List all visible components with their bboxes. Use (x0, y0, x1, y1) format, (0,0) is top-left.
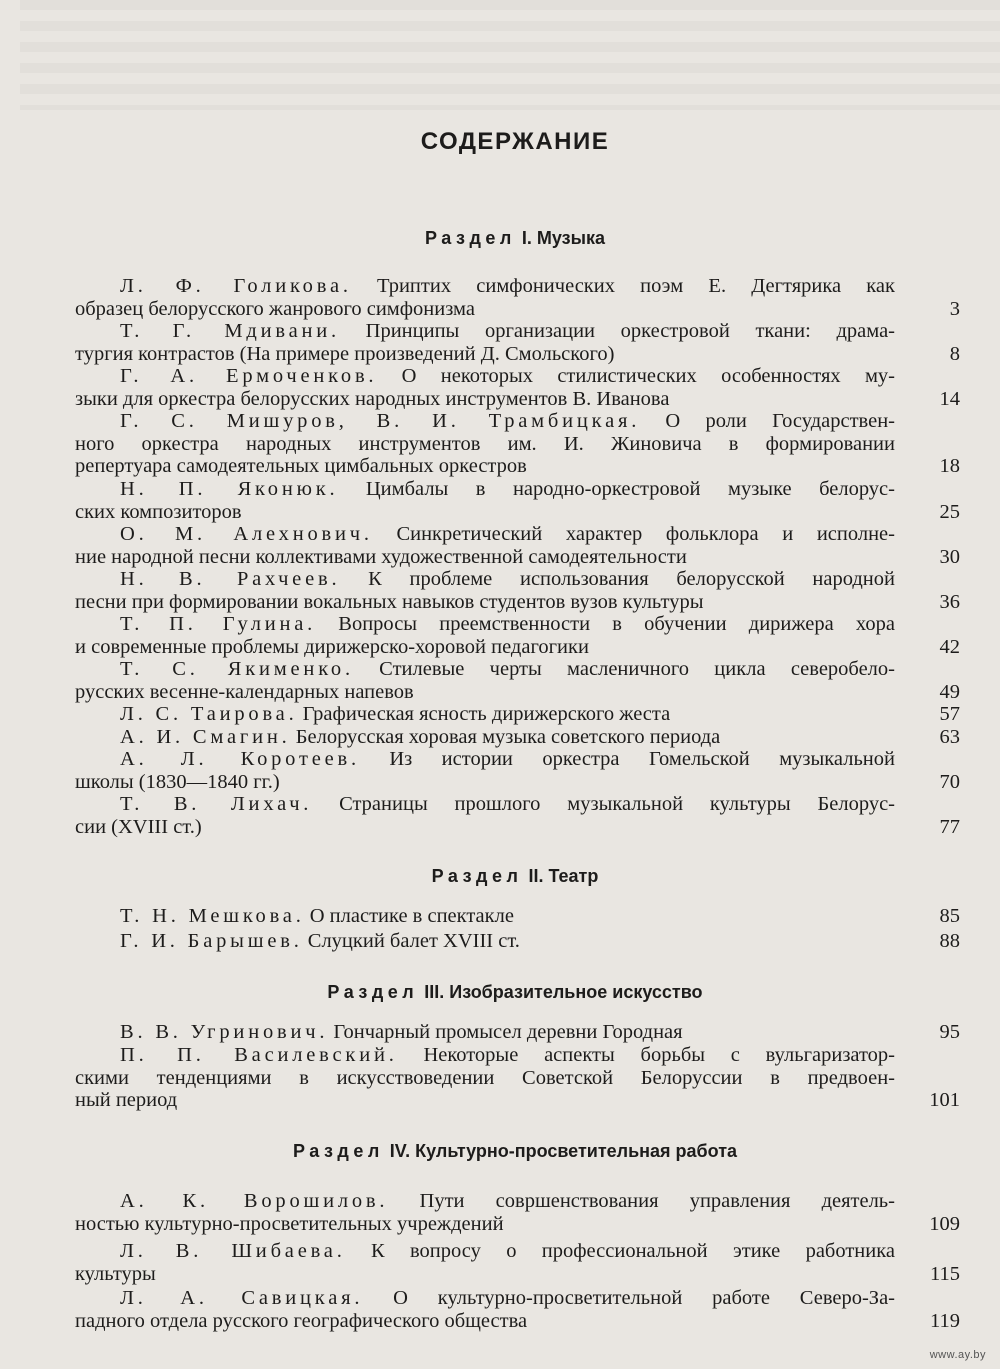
entry-text-line: О. М. Алехнович. Синкретический характер фольклора и исполне- (120, 523, 895, 545)
entry-author: Т. П. Гулина. (120, 613, 317, 635)
entry-page-number: 25 (939, 500, 960, 523)
section-name: III. Изобразительное искусство (424, 982, 703, 1002)
entry-page-number: 63 (939, 726, 960, 748)
entry-page-number: 36 (939, 590, 960, 613)
toc-entry[interactable] (75, 1190, 895, 1235)
entry-text-line: образец белорусского жанрового симфонизма (75, 297, 475, 320)
entry-text-line: Л. А. Савицкая. О культурно-просветительной работе Северо-За- (120, 1287, 895, 1309)
toc-entry[interactable] (75, 275, 895, 320)
entry-page-number: 42 (939, 635, 960, 658)
entry-text-line: падного отдела русского географического общества (75, 1309, 528, 1332)
entry-author: Л. А. Савицкая. (120, 1287, 364, 1309)
toc-entry[interactable] (75, 1021, 895, 1044)
entry-author: Г. И. Барышев. (120, 930, 303, 952)
toc-entry[interactable] (75, 523, 895, 568)
entry-text-line: Г. С. Мишуров, В. И. Трамбицкая. О роли Государствен- (120, 410, 896, 432)
entry-author: Т. В. Лихач. (120, 793, 313, 815)
entry-text-line: школы (1830—1840 гг.) (75, 770, 280, 793)
entry-author: О. М. Алехнович. (120, 523, 373, 545)
entry-text-line: ских композиторов (75, 500, 242, 523)
entry-text-line: А. К. Ворошилов. Пути совршенствования управления деятель- (120, 1190, 895, 1212)
toc-entry[interactable] (75, 365, 895, 410)
entry-text-line: Г. И. Барышев. Слуцкий балет XVIII ст. (120, 930, 520, 952)
section-name: I. Музыка (521, 228, 605, 248)
entry-author: Т. Г. Мдивани. (120, 320, 340, 342)
section-name: IV. Культурно-просветительная работа (389, 1141, 738, 1161)
entry-page-number: 109 (929, 1212, 960, 1235)
toc-entry[interactable] (75, 1287, 895, 1332)
entry-text-line: Т. В. Лихач. Страницы прошлого музыкальной культуры Белорус- (120, 793, 896, 815)
entry-text-line: репертуара самодеятельных цимбальных оркестров (75, 455, 527, 477)
entry-text-line: ный период (75, 1089, 178, 1111)
entry-text-line: Т. С. Якименко. Стилевые черты масленичного цикла северобело- (120, 658, 895, 680)
entry-author: Л. В. Шибаева. (120, 1240, 346, 1262)
entry-text-line: Т. Г. Мдивани. Принципы организации оркестровой ткани: драма- (120, 320, 896, 342)
entry-text-line: зыки для оркестра белорусских народных инструментов В. Иванова (75, 387, 670, 410)
entry-page-number: 57 (939, 703, 960, 725)
entry-page-number: 85 (939, 905, 960, 927)
entry-text-line: А. Л. Коротеев. Из истории оркестра Гомельской музыкальной (120, 748, 895, 770)
entry-page-number: 49 (939, 680, 960, 703)
toc-entry[interactable] (75, 793, 895, 838)
toc-entry[interactable] (75, 1044, 895, 1112)
toc-entry[interactable] (75, 568, 895, 613)
entry-author: Л. Ф. Голикова. (120, 275, 352, 297)
entry-author: А. К. Ворошилов. (120, 1190, 389, 1212)
entry-page-number: 95 (939, 1021, 960, 1043)
entry-text-line: культуры (75, 1262, 156, 1285)
toc-entry[interactable] (75, 726, 895, 749)
section-word: Раздел (425, 228, 516, 248)
entry-text-line: Л. С. Таирова. Графическая ясность дирижерского жеста (120, 703, 671, 725)
entry-text-line: Г. А. Ермоченков. О некоторых стилистических особенностях му- (120, 365, 896, 387)
entry-author: В. В. Угринович. (120, 1021, 329, 1043)
entry-text-line: сии (XVIII ст.) (75, 815, 202, 838)
entry-page-number: 30 (939, 545, 960, 568)
entry-text-line: Т. Н. Мешкова. О пластике в спектакле (120, 905, 514, 927)
toc-entry[interactable] (75, 748, 895, 793)
section-word: Раздел (292, 1141, 384, 1161)
entry-author: Т. С. Якименко. (120, 658, 354, 680)
entry-text-line: Л. В. Шибаева. К вопросу о профессиональной этике работника (120, 1240, 895, 1262)
entry-text-line: песни при формировании вокальных навыков студентов вузов культуры (75, 590, 704, 613)
toc-entry[interactable] (75, 613, 895, 658)
entry-author: А. Л. Коротеев. (120, 748, 360, 770)
bleed-through-text (20, 0, 1000, 110)
toc-entry[interactable] (75, 320, 895, 365)
entry-page-number: 101 (929, 1089, 960, 1111)
page-title: СОДЕРЖАНИЕ (420, 128, 610, 155)
entry-page-number: 8 (949, 342, 960, 365)
entry-text-line: П. П. Василевский. Некоторые аспекты борьбы с вульгаризатор- (120, 1044, 895, 1066)
entry-author: Г. А. Ермоченков. (120, 365, 378, 387)
toc-entry[interactable] (75, 905, 895, 928)
toc-entry[interactable] (75, 478, 895, 523)
entry-author: А. И. Смагин. (120, 726, 291, 748)
entry-text-line: скими тенденциями в искусствоведении Советской Белоруссии в предвоен- (75, 1066, 895, 1089)
site-watermark: www.ay.by (929, 1349, 986, 1361)
entry-text-line: ного оркестра народных инструментов им. И. Жиновича в формировании (75, 432, 895, 455)
section-heading (0, 1141, 1000, 1162)
section-heading (0, 228, 1000, 249)
entry-author: Г. С. Мишуров, В. И. Трамбицкая. (120, 410, 641, 432)
entry-text-line: Л. Ф. Голикова. Триптих симфонических поэм Е. Дегтярика как (120, 275, 895, 297)
section-name: II. Театр (528, 866, 599, 886)
entry-author: Т. Н. Мешкова. (120, 905, 305, 927)
entry-page-number: 3 (949, 297, 960, 320)
entry-text-line: Т. П. Гулина. Вопросы преемственности в обучении дирижера хора (120, 613, 895, 635)
section-heading (0, 982, 1000, 1003)
entry-text-line: тургия контрастов (На примере произведений Д. Смольского) (75, 342, 615, 365)
entry-text-line: В. В. Угринович. Гончарный промысел деревни Городная (120, 1021, 683, 1043)
entry-author: Л. С. Таирова. (120, 703, 298, 725)
section-word: Раздел (431, 866, 523, 886)
entry-author: П. П. Василевский. (120, 1044, 398, 1066)
toc-entry[interactable] (75, 930, 895, 953)
entry-text-line: русских весенне-календарных напевов (75, 680, 414, 703)
entry-page-number: 77 (939, 815, 960, 838)
entry-page-number: 14 (939, 387, 960, 410)
toc-entry[interactable] (75, 1240, 895, 1285)
entry-text-line: Н. П. Яконюк. Цимбалы в народно-оркестровой музыке белорус- (120, 478, 895, 500)
entry-page-number: 18 (939, 455, 960, 477)
entry-page-number: 70 (939, 770, 960, 793)
section-word: Раздел (327, 982, 419, 1002)
entry-page-number: 115 (930, 1262, 960, 1285)
entry-text-line: ностью культурно-просветительных учреждений (75, 1212, 504, 1235)
entry-page-number: 119 (930, 1309, 960, 1332)
entry-author: Н. В. Рахчеев. (120, 568, 341, 590)
toc-entry[interactable] (75, 410, 895, 478)
entry-text-line: Н. В. Рахчеев. К проблеме использования белорусской народной (120, 568, 895, 590)
entry-text-line: А. И. Смагин. Белорусская хоровая музыка советского периода (120, 726, 721, 748)
section-heading (0, 866, 1000, 887)
entry-text-line: ние народной песни коллективами художественной самодеятельности (75, 545, 687, 568)
entry-author: Н. П. Яконюк. (120, 478, 339, 500)
toc-entry[interactable] (75, 703, 895, 726)
entry-page-number: 88 (939, 930, 960, 952)
entry-text-line: и современные проблемы дирижерско-хоровой педагогики (75, 635, 589, 658)
toc-entry[interactable] (75, 658, 895, 703)
